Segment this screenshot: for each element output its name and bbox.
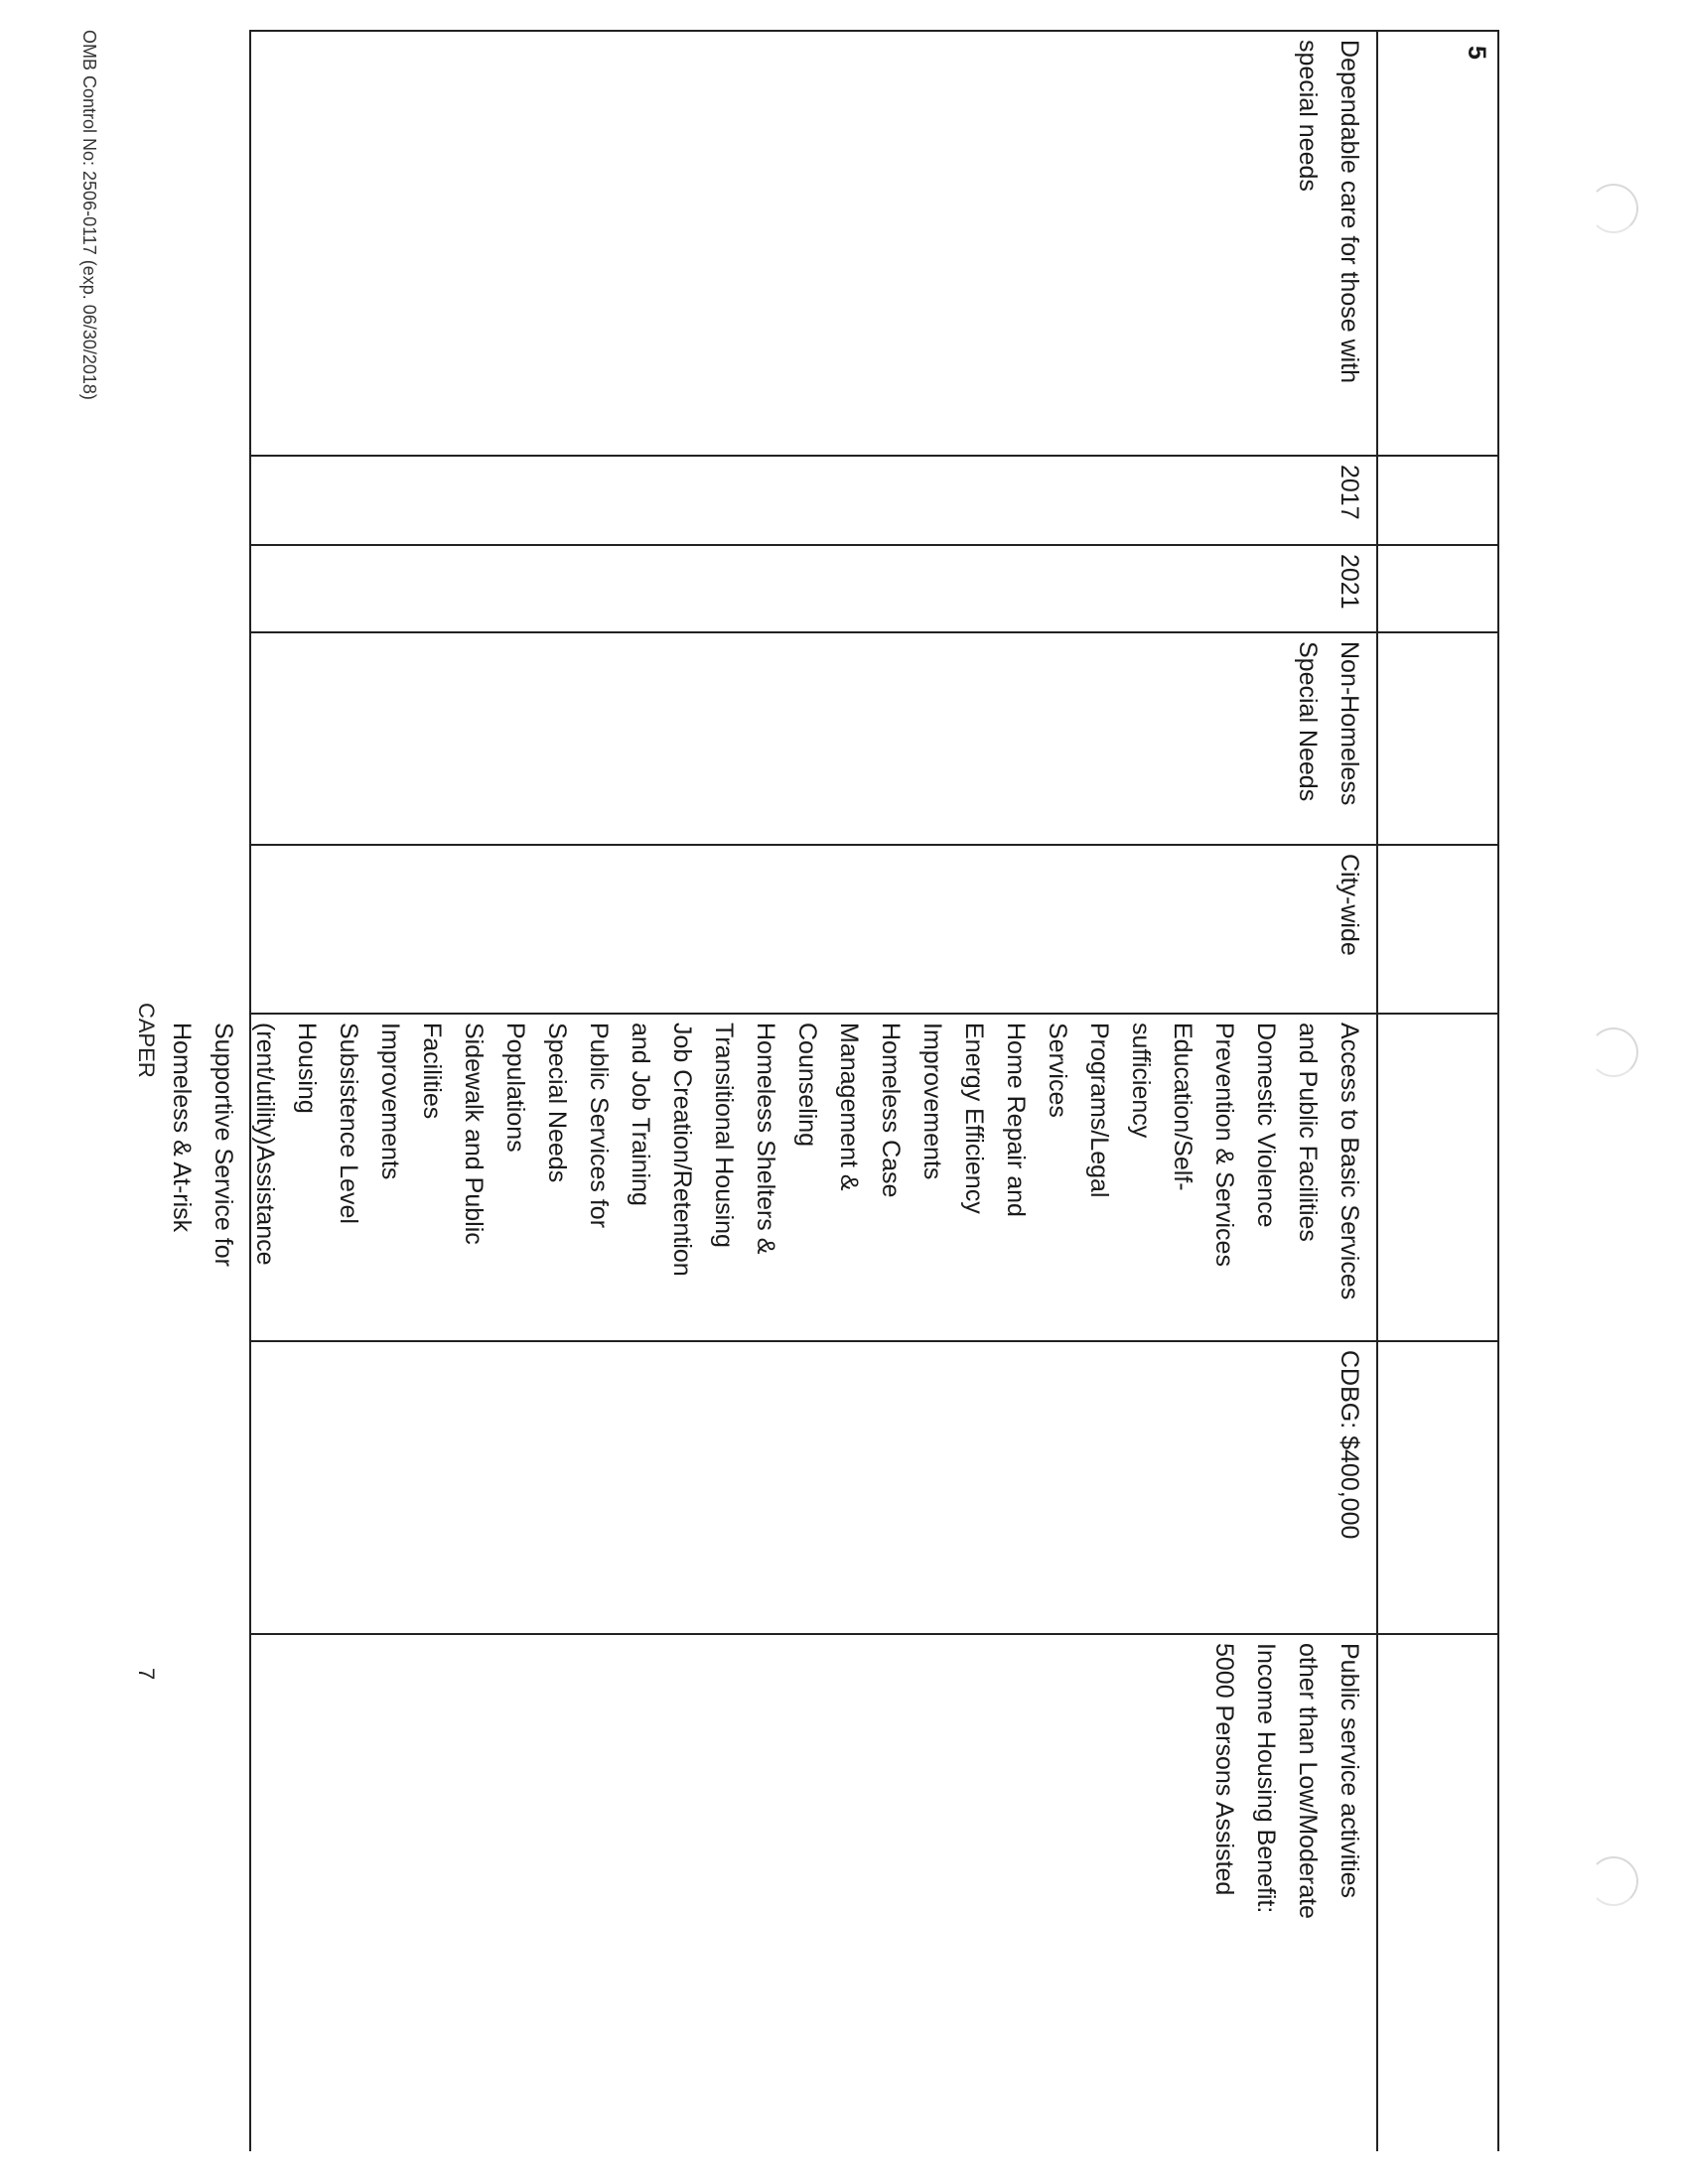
goals-table [168, 30, 1499, 2151]
empty-cell [1378, 457, 1497, 546]
funding: CDBG: $400,000 [251, 1342, 1376, 1635]
category: Non-Homeless Special Needs [251, 633, 1376, 846]
empty-cell [1378, 546, 1497, 633]
table-row-goal-details [168, 32, 1376, 2151]
goal-outcome-indicator: Public service activities other than Low/Moderate Income Housing Benefit: 5000 Persons Assisted [1210, 1643, 1363, 1919]
empty-cell [1378, 633, 1497, 846]
goal-number: 5 [1463, 46, 1490, 60]
goal-number-cell [1378, 32, 1497, 457]
empty-cell [1378, 1342, 1497, 1635]
empty-cell [1378, 846, 1497, 1015]
omb-control-number: OMB Control No: 2506-0117 (exp. 06/30/2018) [79, 30, 99, 400]
goal-name: Dependable care for those with special needs [251, 32, 1376, 457]
page-number: 7 [134, 1668, 159, 1681]
end-year: 2021 [251, 546, 1376, 633]
needs-addressed: Access to Basic Services and Public Facilities Domestic Violence Prevention & Services Education/Self- sufficiency Programs/Legal Services Home Repair and Energy Efficiency Improvements Homeless Case Management & Counseling Homeless Shelters & Transitional Housing Job Creation/Retention and Job Training Public Services for Special Needs Populations Sidewalk and Public Facilities Improvements Subsistence Level Housing (rent/utility)Assistance Supportive Service for Homeless & At-risk [251, 1015, 1376, 1342]
table-row-goal-number [1376, 32, 1497, 2151]
report-name: CAPER [134, 1003, 159, 1078]
empty-cell [1378, 1015, 1497, 1342]
empty-cell [1378, 1635, 1497, 2151]
start-year: 2017 [251, 457, 1376, 546]
geographic-area: City-wide [251, 846, 1376, 1015]
